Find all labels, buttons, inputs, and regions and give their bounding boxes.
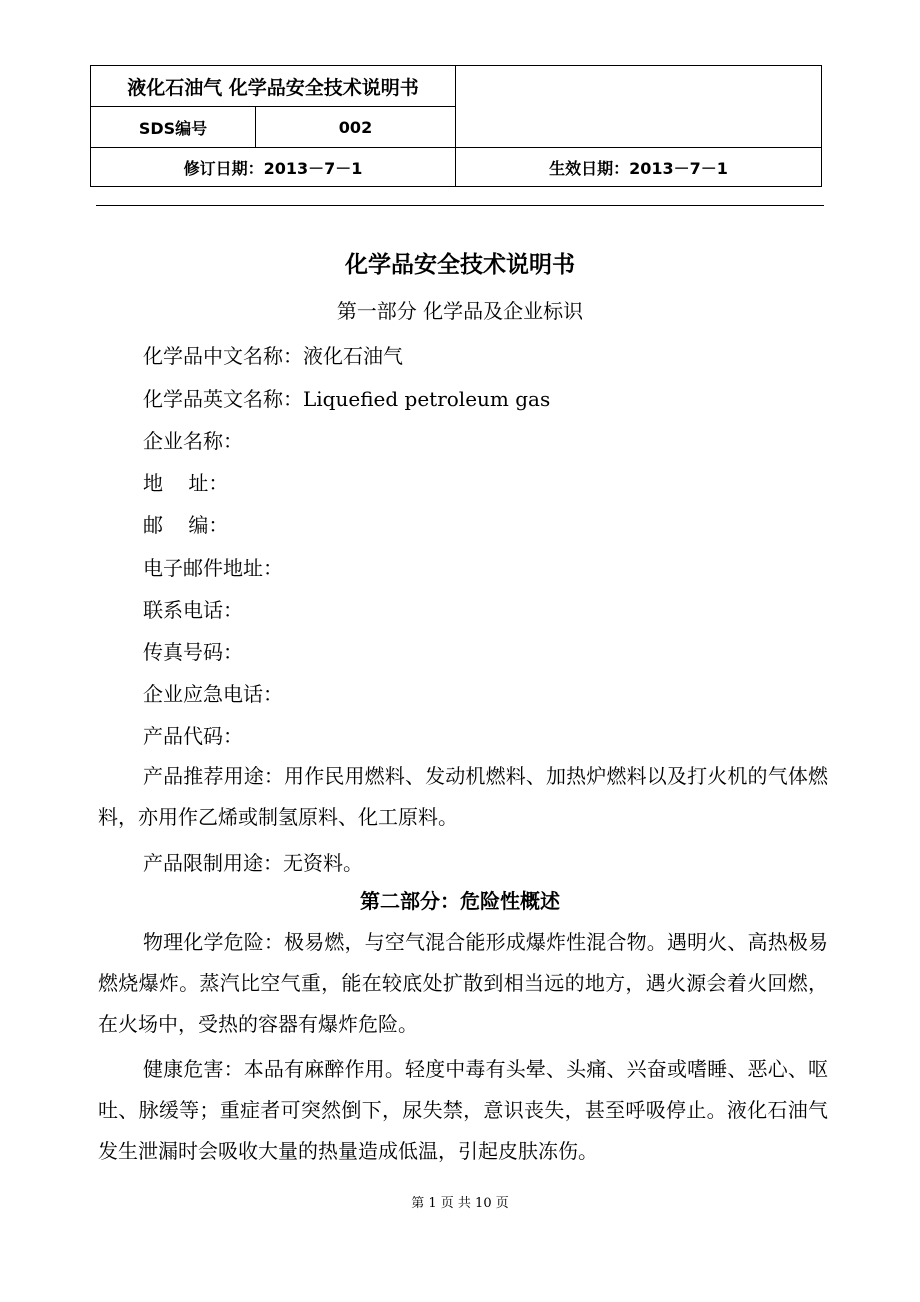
blank-cell xyxy=(456,66,822,148)
physical-hazard: 物理化学危险：极易燃，与空气混合能形成爆炸性混合物。遇明火、高热极易燃烧爆炸。蒸汽比空气重，能在较底处扩散到相当远的地方，遇火源会着火回燃，在火场中，受热的容器有爆炸危险。 xyxy=(98,930,828,1036)
field-emergency-phone: 企业应急电话： xyxy=(143,682,283,706)
recommended-use: 产品推荐用途：用作民用燃料、发动机燃料、加热炉燃料以及打火机的气体燃料，亦用作乙烯或制氢原料、化工原料。 xyxy=(98,764,828,829)
revision-date-cell: 修订日期：2013－7－1 xyxy=(91,148,456,187)
effective-date-cell: 生效日期：2013－7－1 xyxy=(456,148,822,187)
restricted-use: 产品限制用途：无资料。 xyxy=(143,851,363,875)
field-postcode: 邮 编： xyxy=(143,513,229,537)
field-en-name: 化学品英文名称：Liquefied petroleum gas xyxy=(143,387,551,411)
field-phone: 联系电话： xyxy=(143,598,243,622)
page-footer: 第 1 页 共 10 页 xyxy=(411,1196,509,1211)
part1-heading: 第一部分 化学品及企业标识 xyxy=(336,299,584,323)
field-company: 企业名称： xyxy=(143,429,243,453)
sds-number-cell: 002 xyxy=(256,107,456,148)
field-cn-name: 化学品中文名称：液化石油气 xyxy=(143,344,403,368)
field-fax: 传真号码： xyxy=(143,640,243,664)
header-divider xyxy=(96,205,824,206)
sds-label-cell: SDS编号 xyxy=(91,107,256,148)
document-title: 化学品安全技术说明书 xyxy=(345,252,575,278)
health-hazard: 健康危害：本品有麻醉作用。轻度中毒有头晕、头痛、兴奋或嗜睡、恶心、呕吐、脉缓等；重症者可突然倒下，尿失禁，意识丧失，甚至呼吸停止。液化石油气发生泄漏时会吸收大量的热量造成低温，引起皮肤冻伤。 xyxy=(98,1057,828,1163)
field-email: 电子邮件地址： xyxy=(143,556,283,580)
field-product-code: 产品代码： xyxy=(143,724,243,748)
part2-heading: 第二部分：危险性概述 xyxy=(360,889,560,913)
header-table xyxy=(90,65,822,187)
field-address: 地 址： xyxy=(143,471,229,495)
doc-title-cell: 液化石油气 化学品安全技术说明书 xyxy=(91,66,456,107)
